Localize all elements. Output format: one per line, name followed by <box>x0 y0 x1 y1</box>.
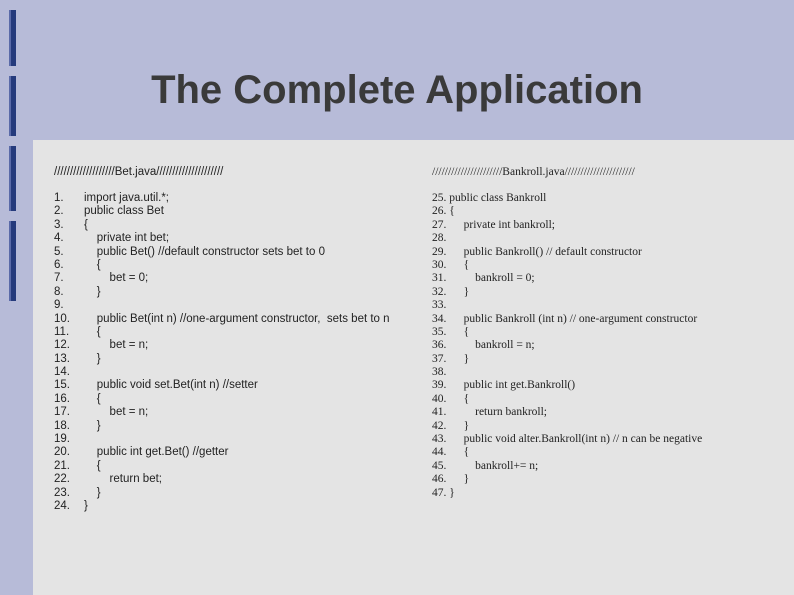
code-line <box>432 379 702 392</box>
code-text: 38. <box>432 366 447 379</box>
code-line <box>432 259 702 272</box>
line-number: 5. <box>54 245 64 258</box>
code-line <box>432 487 702 500</box>
code-text: } <box>84 419 101 432</box>
decorative-bar <box>9 10 16 66</box>
line-number: 2. <box>54 205 64 218</box>
code-text: 45. bankroll+= n; <box>432 459 539 472</box>
code-line <box>432 219 702 232</box>
code-text: public int get.Bet() //getter <box>84 446 229 459</box>
code-text: private int bet; <box>84 232 170 245</box>
code-line <box>54 460 390 473</box>
code-line <box>432 406 702 419</box>
code-line <box>54 500 390 513</box>
code-line <box>54 393 390 406</box>
code-line <box>432 353 702 366</box>
code-text: 41. return bankroll; <box>432 406 547 419</box>
code-text: 36. bankroll = n; <box>432 339 535 352</box>
line-number: 3. <box>54 218 64 231</box>
code-line <box>54 192 390 205</box>
bankroll-java-header: //////////////////////Bankroll.java////////////////////// <box>432 166 635 178</box>
code-line <box>54 366 390 379</box>
code-text: 28. <box>432 232 447 245</box>
code-line <box>432 420 702 433</box>
code-text: 46. } <box>432 473 470 486</box>
code-line <box>432 433 702 446</box>
code-line <box>432 366 702 379</box>
line-number: 15. <box>54 379 70 392</box>
line-number: 20. <box>54 446 70 459</box>
code-line <box>54 246 390 259</box>
code-text: 40. { <box>432 392 470 405</box>
line-number: 23. <box>54 486 70 499</box>
code-line <box>432 299 702 312</box>
code-text: 35. { <box>432 325 470 338</box>
code-line <box>54 339 390 352</box>
code-line <box>54 272 390 285</box>
code-text: { <box>84 392 101 405</box>
code-line <box>54 313 390 326</box>
line-number: 12. <box>54 339 70 352</box>
code-text: { <box>84 325 101 338</box>
line-number: 4. <box>54 232 64 245</box>
line-number: 6. <box>54 258 64 271</box>
code-line <box>54 286 390 299</box>
code-line <box>54 406 390 419</box>
code-text: public Bet() //default constructor sets bet to 0 <box>84 245 325 258</box>
code-text: public class Bet <box>84 205 164 218</box>
code-text: } <box>84 486 101 499</box>
bankroll-java-code <box>432 192 702 500</box>
code-line <box>432 286 702 299</box>
code-text: return bet; <box>84 473 162 486</box>
code-text: 29. public Bankroll() // default constructor <box>432 245 642 258</box>
code-line <box>432 246 702 259</box>
code-line <box>54 446 390 459</box>
code-line <box>54 232 390 245</box>
code-line <box>432 446 702 459</box>
line-number: 18. <box>54 419 70 432</box>
code-text: { <box>84 459 101 472</box>
code-text: 32. } <box>432 285 470 298</box>
code-line <box>54 219 390 232</box>
code-text: bet = 0; <box>84 272 149 285</box>
code-line <box>54 433 390 446</box>
line-number: 24. <box>54 499 70 512</box>
code-text: 42. } <box>432 419 470 432</box>
slide-title: The Complete Application <box>151 68 643 112</box>
code-line <box>432 339 702 352</box>
decorative-marks <box>9 10 17 311</box>
code-line <box>432 326 702 339</box>
line-number: 22. <box>54 473 70 486</box>
code-line <box>432 473 702 486</box>
code-line <box>432 192 702 205</box>
code-text: 27. private int bankroll; <box>432 218 555 231</box>
line-number: 13. <box>54 352 70 365</box>
code-panel <box>33 140 794 595</box>
decorative-bar <box>9 146 16 211</box>
code-text: 25. public class Bankroll <box>432 192 547 204</box>
bet-java-code <box>54 192 390 513</box>
line-number: 1. <box>54 192 64 204</box>
decorative-bar <box>9 221 16 301</box>
code-text: import java.util.*; <box>84 192 170 204</box>
code-text: 31. bankroll = 0; <box>432 272 535 285</box>
code-text: 37. } <box>432 352 470 365</box>
code-line <box>54 205 390 218</box>
code-line <box>54 473 390 486</box>
code-text: } <box>84 285 101 298</box>
code-line <box>432 232 702 245</box>
code-line <box>54 353 390 366</box>
line-number: 21. <box>54 459 70 472</box>
code-text: 47. } <box>432 486 455 499</box>
code-text: 26. { <box>432 205 455 218</box>
code-text: } <box>84 352 101 365</box>
line-number: 14. <box>54 366 70 379</box>
code-text: 30. { <box>432 258 470 271</box>
code-text: 44. { <box>432 446 470 459</box>
code-line <box>432 313 702 326</box>
line-number: 9. <box>54 299 64 312</box>
line-number: 17. <box>54 406 70 419</box>
code-line <box>54 326 390 339</box>
code-text: { <box>84 218 88 231</box>
code-text: 33. <box>432 299 447 312</box>
bet-java-header: ///////////////////Bet.java///////////////////// <box>54 166 224 178</box>
line-number: 8. <box>54 285 64 298</box>
code-text: bet = n; <box>84 406 149 419</box>
code-line <box>432 393 702 406</box>
code-text: 34. public Bankroll (int n) // one-argument constructor <box>432 312 698 325</box>
line-number: 16. <box>54 392 70 405</box>
code-text: 43. public void alter.Bankroll(int n) // n can be negative <box>432 433 703 446</box>
line-number: 19. <box>54 433 70 446</box>
code-text: { <box>84 258 101 271</box>
line-number: 7. <box>54 272 64 285</box>
code-line <box>432 460 702 473</box>
code-text: public void set.Bet(int n) //setter <box>84 379 258 392</box>
code-line <box>54 487 390 500</box>
code-line <box>54 379 390 392</box>
code-line <box>54 299 390 312</box>
code-line <box>54 259 390 272</box>
code-line <box>54 420 390 433</box>
code-line <box>432 272 702 285</box>
code-text: } <box>84 499 88 512</box>
line-number: 11. <box>54 325 70 338</box>
code-text: 39. public int get.Bankroll() <box>432 379 576 392</box>
code-line <box>432 205 702 218</box>
code-text: bet = n; <box>84 339 149 352</box>
line-number: 10. <box>54 312 70 325</box>
code-text: public Bet(int n) //one-argument constructor, sets bet to n <box>84 312 390 325</box>
